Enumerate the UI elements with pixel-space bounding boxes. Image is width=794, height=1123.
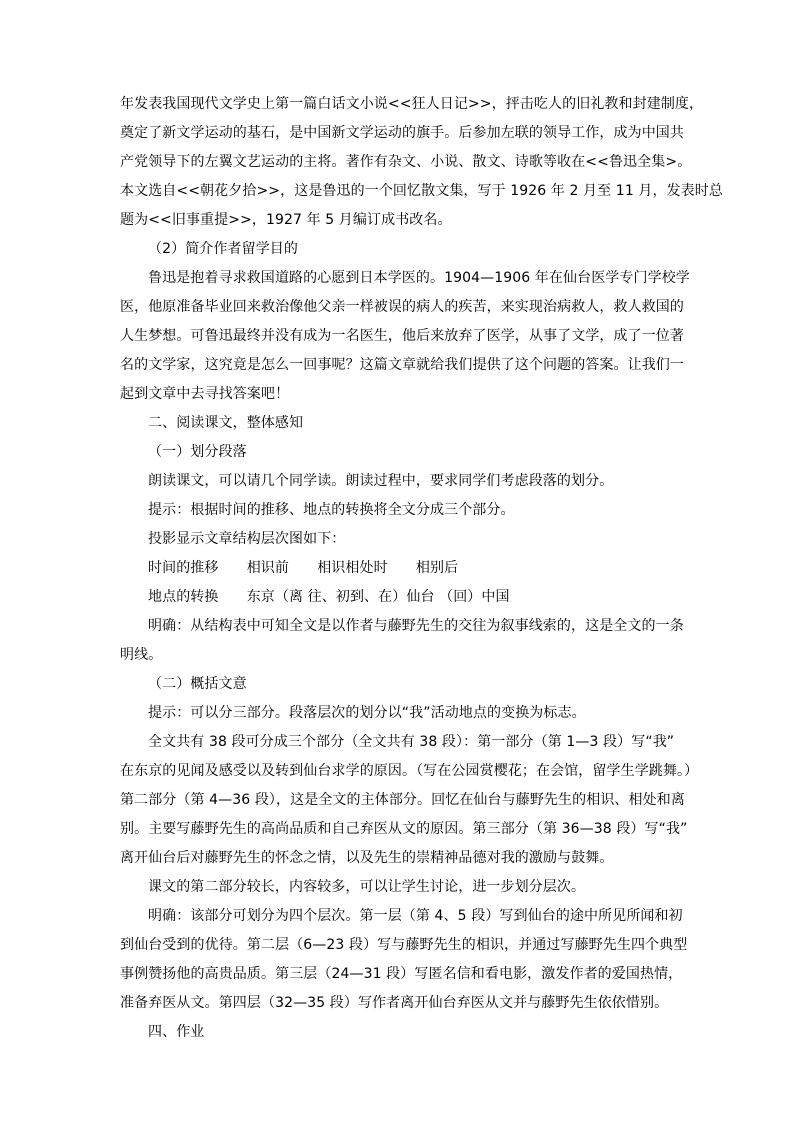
text-line: 名的文学家，这究竟是怎么一回事呢？这篇文章就给我们提供了这个问题的答案。让我们一 [120, 357, 684, 373]
text-line: 事例赞扬他的高贵品质。第三层（24—31 段）写匿名信和看电影，激发作者的爱国热情， [120, 966, 683, 982]
text-line: 年发表我国现代文学史上第一篇白话文小说<<狂人日记>>，抨击吃人的旧礼教和封建制度， [120, 96, 704, 112]
text-line: 在东京的见闻及感受以及转到仙台求学的原因。（写在公园赏樱花；在会馆，留学生学跳舞。） [120, 763, 699, 779]
structure-row-time: 时间的推移 相识前 相识相处时 相别后 [148, 560, 459, 576]
text-line: 投影显示文章结构层次图如下： [148, 531, 346, 547]
text-line: 离开仙台后对藤野先生的怀念之情，以及先生的崇精神品德对我的激励与鼓舞。 [120, 850, 614, 866]
text-line: 到仙台受到的优待。第二层（6—23 段）写与藤野先生的相识，并通过写藤野先生四个典型 [120, 937, 688, 953]
text-line: 全文共有 38 段可分成三个部分（全文共有 38 段）：第一部分（第 1—3 段）写“我” [148, 734, 675, 750]
text-line: 起到文章中去寻找答案吧！ [120, 386, 290, 402]
text-line: 鲁迅是抱着寻求救国道路的心愿到日本学医的。1904—1906 年在仙台医学专门学校学 [148, 270, 690, 286]
text-line: 第二部分（第 4—36 段），这是全文的主体部分。回忆在仙台与藤野先生的相识、相处和离 [120, 792, 685, 808]
text-line: 课文的第二部分较长，内容较多，可以让学生讨论，进一步划分层次。 [148, 879, 586, 895]
text-line: 明线。 [120, 647, 163, 663]
text-line: 准备弃医从文。第四层（32—35 段）写作者离开仙台弃医从文并与藤野先生依依惜别。 [120, 995, 669, 1011]
subsection-heading: （二）概括文意 [148, 676, 247, 692]
text-line: 提示：可以分三部分。段落层次的划分以“我”活动地点的变换为标志。 [148, 705, 586, 721]
text-line: 明确：该部分可划分为四个层次。第一层（第 4、5 段）写到仙台的途中所见所闻和初 [148, 908, 683, 924]
document-body [120, 90, 723, 1047]
text-line: 题为<<旧事重提>>，1927 年 5 月编订成书改名。 [120, 212, 452, 228]
text-line: 提示：根据时间的推移、地点的转换将全文分成三个部分。 [148, 502, 515, 518]
text-line: 奠定了新文学运动的基石，是中国新文学运动的旗手。后参加左联的领导工作，成为中国共 [120, 125, 684, 141]
text-line: 人生梦想。可鲁迅最终并没有成为一名医生，他后来放弃了医学，从事了文学，成了一位著 [120, 328, 684, 344]
text-line: 本文选自<<朝花夕拾>>，这是鲁迅的一个回忆散文集，写于 1926 年 2 月至 11 月，发表时总 [120, 183, 723, 199]
section-heading: （2）简介作者留学目的 [148, 241, 299, 257]
text-line: 朗读课文，可以请几个同学读。朗读过程中，要求同学们考虑段落的划分。 [148, 473, 614, 489]
text-line: 明确：从结构表中可知全文是以作者与藤野先生的交往为叙事线索的，这是全文的一条 [148, 618, 684, 634]
subsection-heading: （一）划分段落 [148, 444, 247, 460]
text-line: 产党领导下的左翼文艺运动的主将。著作有杂文、小说、散文、诗歌等收在<<鲁迅全集>。 [120, 154, 692, 170]
section-heading: 二、阅读课文，整体感知 [148, 415, 304, 431]
section-heading: 四、作业 [148, 1024, 205, 1040]
text-line: 别。主要写藤野先生的高尚品质和自己弃医从文的原因。第三部分（第 36—38 段）写“我” [120, 821, 688, 837]
text-line: 医，他原准备毕业回来救治像他父亲一样被误的病人的疾苦，来实现治病救人，救人救国的 [120, 299, 684, 315]
structure-row-place: 地点的转换 东京（离 往、初到、在）仙台 （回）中国 [148, 589, 510, 605]
